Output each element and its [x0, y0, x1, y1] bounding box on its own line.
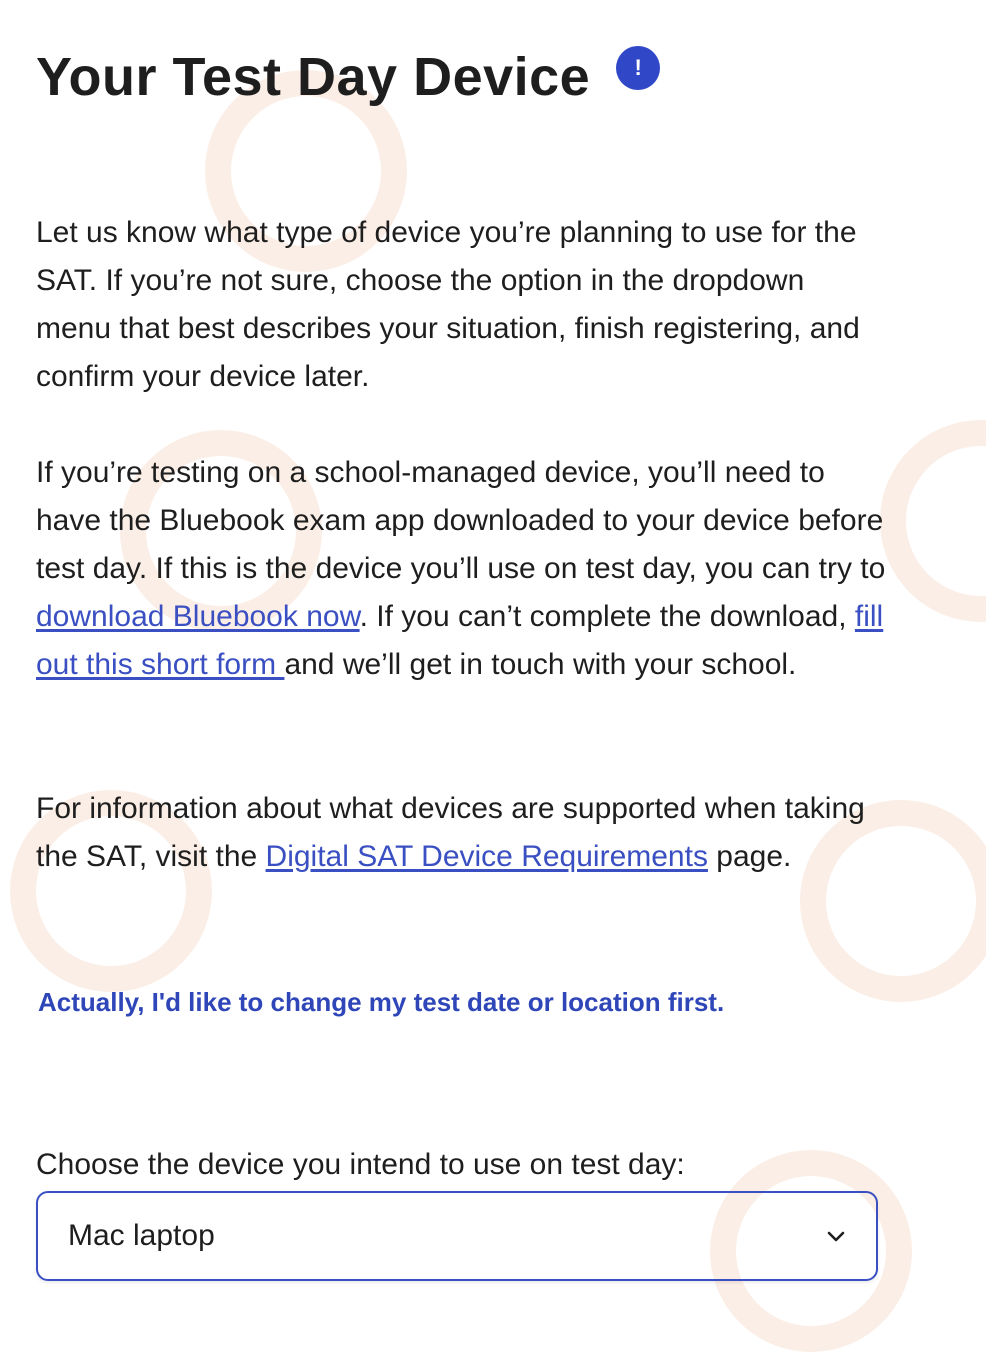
paragraph2-text-2: . If you can’t complete the download,	[359, 600, 855, 633]
paragraph3-text-1: For information about what devices are supported when taking the SAT, visit the	[36, 792, 865, 873]
intro-paragraph-3	[36, 785, 886, 881]
title-row	[36, 44, 660, 110]
paragraph2-text-3: and we’ll get in touch with your school.	[284, 648, 797, 681]
change-date-location-link[interactable]: Actually, I'd like to change my test date or location first.	[38, 987, 725, 1017]
device-select-label: Choose the device you intend to use on test day:	[36, 1148, 685, 1181]
paragraph3-text-2: page.	[707, 840, 792, 873]
intro-paragraph-1: Let us know what type of device you’re planning to use for the SAT. If you’re not sure, choose the option in the dropdown menu that best describes your situation, finish registering, and confirm your device later.	[36, 216, 860, 393]
download-bluebook-link[interactable]: download Bluebook now	[36, 600, 360, 633]
paragraph2-text-1: If you’re testing on a school-managed device, you’ll need to have the Bluebook exam app downloaded to your device before test day. If this is the device you’ll use on test day, you can try to	[36, 456, 886, 585]
device-select-value: Mac laptop	[68, 1219, 215, 1252]
chevron-down-icon	[826, 1226, 846, 1246]
device-requirements-link[interactable]: Digital SAT Device Requirements	[265, 840, 708, 873]
info-icon-glyph: !	[634, 55, 642, 80]
short-form-link[interactable]: fill out this short form	[36, 600, 884, 681]
intro-paragraph-2	[36, 449, 886, 689]
device-select[interactable]	[36, 1191, 878, 1281]
info-icon[interactable]	[616, 46, 660, 90]
page-title: Your Test Day Device	[36, 47, 591, 107]
watermark-logo	[880, 420, 986, 622]
